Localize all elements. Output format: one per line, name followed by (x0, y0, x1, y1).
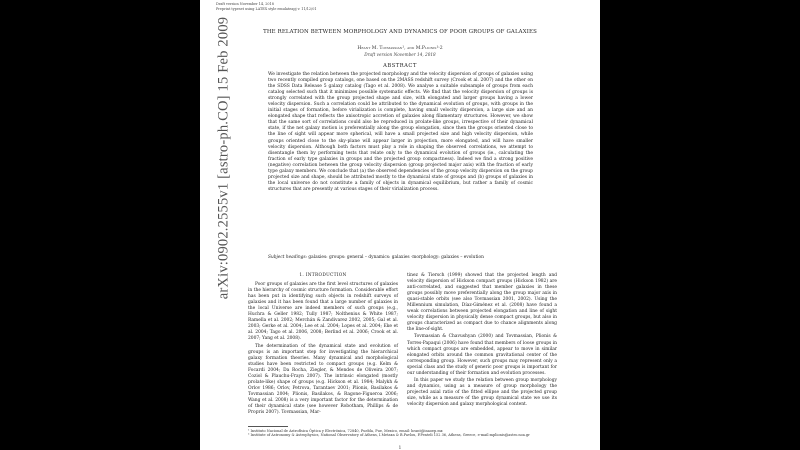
draft-version: Draft version November 14, 2018 (364, 52, 436, 57)
right-column (407, 273, 557, 408)
intro-paragraph: tinez & Tiersch (1999) showed that the projected length and velocity dispersion of Hickson compact groups (Hickson 1982) are anti-correlated, and suggested that member galaxies in these groups possibly move preferentially along the group major axis in quasi-stable orbits (see also Tovmassian 2001, 2002). Using the Millennium simulation, Díaz-Giménez et al. (2008) have found a weak correlations between projected elongation and line of sight velocity dispersion in physically dense compact groups, but also in groups characterized as compact due to chance alignments along the line-of-sight. (407, 273, 557, 333)
abstract-heading: ABSTRACT (383, 63, 417, 69)
subject-headings (268, 255, 533, 261)
intro-paragraph: The determination of the dynamical state and evolution of groups is an important step for investigating the hierarchical galaxy formation theories. Many dynamical and morphological studies have been restricted to compact groups (e.g. Kelm & Focardi 2004; Da Rocha, Ziegler, & Mendes de Oliveira 2007; Coziol & Plauchu-Frayn 2007). The intrinsic elongated (mostly prolate-like) shape of groups (e.g. Hickson et al. 1984; Malykh & Orlov 1986; Orlov, Petrova, Tarantaev 2001; Plionis, Basilakos & Tovmassian 2004; Plionis, Basilakos, & Ragone-Figueroa 2006; Wang et al. 2008) is a very important factor for the determination of their dynamical state (see however Robotham, Phillips & de Propris 2007). Tovmassian, Mar- (248, 343, 398, 416)
paper-page (200, 0, 600, 450)
footnote-rule (248, 426, 288, 427)
paper-title: THE RELATION BETWEEN MORPHOLOGY AND DYNAMICS OF POOR GROUPS OF GALAXIES (263, 29, 537, 35)
abstract-text: We investigate the relation between the projected morphology and the velocity dispersion of groups of galaxies using two recently compiled group catalogs, one based on the 2MASS redshift survey (Crook et al. 2007) and the other on the SDSS Data Release 5 galaxy catalog (Tago et al. 2008). We analyse a suitable subsample of groups from each catalog selected such that it minimizes possible systematic effects. We find that the velocity dispersion of groups is strongly correlated with the group projected shape and size, with elongated and larger groups having a lower velocity dispersion. Such a correlation could be attributed to the dynamical evolution of groups, with groups in the initial stages of formation, before virialization is complete, having small velocity dispersion, a large size and an elongated shape that reflects the anisotropic accretion of galaxies along filamentary structures. However, we show that the same sort of correlations could also be reproduced in prolate-like groups, irrespective of their dynamical state, if the net galaxy motion is preferentially along the group elongation, since then the groups oriented close to the line of sight will appear more spherical, will have a small projected size and high velocity dispersion, while groups oriented close to the sky-plane will appear larger in projection, more elongated, and will have smaller velocity dispersion. Although both factors must play a role in shaping the observed correlations, we attempt to disentangle them by performing tests that relate only to the dynamical evolution of groups (ie., calculating the fraction of early type galaxies in groups and the projected group compactness). Indeed we find a strong positive (negative) correlation between the group velocity dispersion (group projected major axis) with the fraction of early type galaxy members. We conclude that (a) the observed dependencies of the group velocity dispersion on the group projected size and shape, should be attributed mostly to the dynamical state of groups and (b) groups of galaxies in the local universe do not constitute a family of objects in dynamical equilibrium, but rather a family of cosmic structures that are presently at various stages of their virialization process. (268, 72, 533, 192)
intro-paragraph: In this paper we study the relation between group morphology and dynamics, using as a measure of group morphology the projected axial ratio of the fitted ellipse and the projected group size, while as a measure of the group dynamical state we use its velocity dispersion and galaxy morphological content. (407, 377, 557, 407)
subject-headings-label: Subject headings: (268, 255, 308, 260)
intro-paragraph: Tovmassian & Chavushyan (2000) and Tovmassian, Plionis & Torres-Papaqui (2006) have found that members of loose groups in which compact groups are embedded, appear to move in similar elongated orbits around the common gravitational center of the corresponding group. However, such groups may represent only a special class and the study of generic poor groups is important for our understanding of their formation and evolution processes. (407, 334, 557, 376)
introduction-heading: 1. INTRODUCTION (299, 273, 347, 278)
header-preprint-line: Preprint typeset using LATEX style emulateapj v. 11/12/01 (216, 7, 317, 11)
footnotes (248, 429, 558, 438)
paper-authors: Heant M. Tovmassian¹, and M.Plionis¹˒2 (357, 46, 443, 51)
left-column (248, 273, 398, 416)
footnote: ¹ Instituto Nacional de Astrofísica Óptica y Electrónica, 72840, Puebla, Pue, Mexico, email: hrant@inaoep.mx (248, 429, 443, 433)
subject-headings-text: galaxies: groups: general – dynamics: galaxies ·morphology: galaxies – evolution (308, 255, 484, 260)
intro-paragraph: Poor groups of galaxies are the first level structures of galaxies in the hierarchy of cosmic structure formation. Considerable effort has been put in identifying such objects in redshift surveys of galaxies and it has been found that a large number of galaxies in the local Universe are indeed members of such groups (e.g., Huchra & Geller 1982; Tully 1987; Nolthenius & White 1987; Ramella et al. 2002; Merchán & Zandivarez 2002, 2005; Gal et al. 2003; Gerke et al. 2004; Lee et al. 2004; Lopes et al. 2004; Eke et al. 2004; Tago et al. 2006, 2008; Berlind et al. 2006; Crook et al. 2007; Yang et al. 2008). (248, 282, 398, 342)
header-draft-line: Draft version November 14, 2018 (216, 2, 274, 6)
page-number: 1 (398, 445, 402, 450)
footnote: ² Institute of Astronomy & Astrophysics, National Observatory of Athens, I.Metaxa & B.Pavlou, P.Penteli 152 36, Athens, Greece, e-mail:mplionis@astro.noa.gr (248, 433, 530, 438)
arxiv-stamp: arXiv:0902.2555v1 [astro-ph.CO] 15 Feb 2009 (215, 16, 232, 300)
